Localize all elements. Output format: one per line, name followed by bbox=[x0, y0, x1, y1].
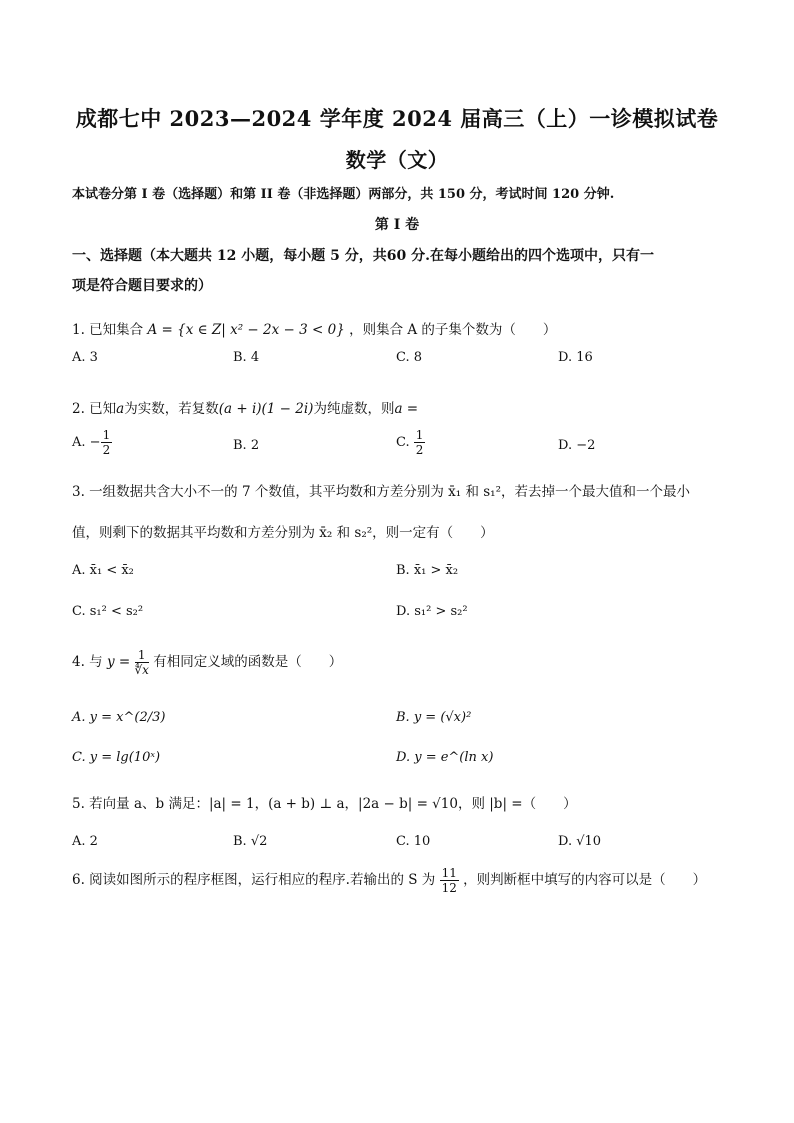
q2-option-c-fraction bbox=[414, 428, 426, 457]
q6-suffix: ，则判断框中填写的内容可以是（ ） bbox=[463, 872, 707, 888]
q2-option-a-fraction bbox=[101, 428, 113, 457]
q3-option-b: B. x̄₁ > x̄₂ bbox=[396, 563, 459, 578]
q4-suffix: 有相同定义域的函数是（ ） bbox=[153, 654, 343, 670]
q2-option-b: B. 2 bbox=[233, 438, 260, 453]
q1-option-a: A. 3 bbox=[72, 350, 98, 365]
q1-prefix: 1. 已知集合 bbox=[72, 322, 144, 338]
q6-prefix: 6. 阅读如图所示的程序框图，运行相应的程序.若输出的 S 为 bbox=[72, 872, 436, 888]
q2-tail: a = bbox=[394, 401, 419, 417]
q2-option-c-num: 1 bbox=[415, 428, 424, 442]
q6-num: 11 bbox=[441, 866, 457, 880]
q4-option-b: B. y = (√x)² bbox=[396, 710, 472, 725]
q2-mid: 为实数，若复数 bbox=[124, 401, 219, 417]
volume-heading: 第 I 卷 bbox=[374, 217, 420, 233]
q5-option-b: B. √2 bbox=[233, 834, 268, 849]
question-4 bbox=[72, 648, 342, 677]
q2-option-c-den: 2 bbox=[415, 443, 424, 457]
question-2 bbox=[72, 397, 418, 417]
q5-option-d: D. √10 bbox=[558, 834, 602, 849]
q4-option-d: D. y = e^(ln x) bbox=[396, 750, 494, 765]
q2-option-d: D. −2 bbox=[558, 438, 596, 453]
section-heading-line1: 一、选择题（本大题共 12 小题，每小题 5 分，共60 分.在每小题给出的四个选项中，只有一 bbox=[72, 248, 654, 264]
q2-prefix: 2. 已知 bbox=[72, 401, 117, 417]
section-heading-line2: 项是符合题目要求的） bbox=[72, 278, 212, 294]
exam-subtitle: 数学（文） bbox=[345, 148, 449, 172]
q1-option-c: C. 8 bbox=[396, 350, 423, 365]
q1-suffix: ，则集合 A 的子集个数为（ ） bbox=[349, 322, 557, 338]
q3-option-c: C. s₁² < s₂² bbox=[72, 604, 144, 619]
q1-option-d: D. 16 bbox=[558, 350, 593, 365]
question-1 bbox=[72, 318, 556, 338]
q4-prefix: 4. 与 bbox=[72, 654, 103, 670]
q6-fraction bbox=[440, 866, 459, 895]
q2-expr: (a + i)(1 − 2i) bbox=[218, 401, 314, 417]
exam-intro: 本试卷分第 I 卷（选择题）和第 II 卷（非选择题）两部分，共 150 分，考试时间 120 分钟. bbox=[72, 187, 615, 202]
q4-option-a: A. y = x^(2/3) bbox=[72, 710, 166, 725]
q6-den: 12 bbox=[441, 881, 457, 895]
q4-num: 1 bbox=[135, 648, 149, 663]
q1-set: A = {x ∈ Z| x² − 2x − 3 < 0} bbox=[147, 322, 345, 338]
q2-option-a-den: 2 bbox=[102, 443, 111, 457]
question-5: 5. 若向量 a、b 满足：|a| = 1，(a + b) ⊥ a，|2a − b| = √10，则 |b| =（ ） bbox=[72, 796, 577, 812]
q4-den: ∜x bbox=[134, 663, 149, 677]
exam-title: 成都七中 2023—2024 学年度 2024 届高三（上）一诊模拟试卷 bbox=[75, 106, 719, 131]
q2-option-a-sign: − bbox=[89, 435, 101, 450]
q2-option-a-num: 1 bbox=[102, 428, 111, 442]
q2-option-c-label: C. bbox=[396, 435, 410, 450]
question-3-line2: 值，则剩下的数据其平均数和方差分别为 x̄₂ 和 s₂²，则一定有（ ） bbox=[72, 525, 494, 541]
q3-option-a: A. x̄₁ < x̄₂ bbox=[72, 563, 134, 578]
q3-option-d: D. s₁² > s₂² bbox=[396, 604, 468, 619]
q2-option-c bbox=[396, 428, 425, 457]
q5-option-a: A. 2 bbox=[72, 834, 98, 849]
q4-option-c: C. y = lg(10ˣ) bbox=[72, 750, 161, 765]
q2-suffix: 为纯虚数，则 bbox=[313, 401, 395, 417]
q1-option-b: B. 4 bbox=[233, 350, 260, 365]
q4-fraction bbox=[135, 648, 149, 677]
q4-lhs: y = bbox=[106, 654, 131, 670]
q2-option-a bbox=[72, 428, 112, 457]
question-3-line1: 3. 一组数据共含大小不一的 7 个数值，其平均数和方差分别为 x̄₁ 和 s₁²，若去掉一个最大值和一个最小 bbox=[72, 484, 690, 500]
q2-var: a bbox=[116, 401, 125, 417]
q2-option-a-label: A. bbox=[72, 435, 86, 450]
q5-option-c: C. 10 bbox=[396, 834, 431, 849]
question-6 bbox=[72, 866, 706, 895]
